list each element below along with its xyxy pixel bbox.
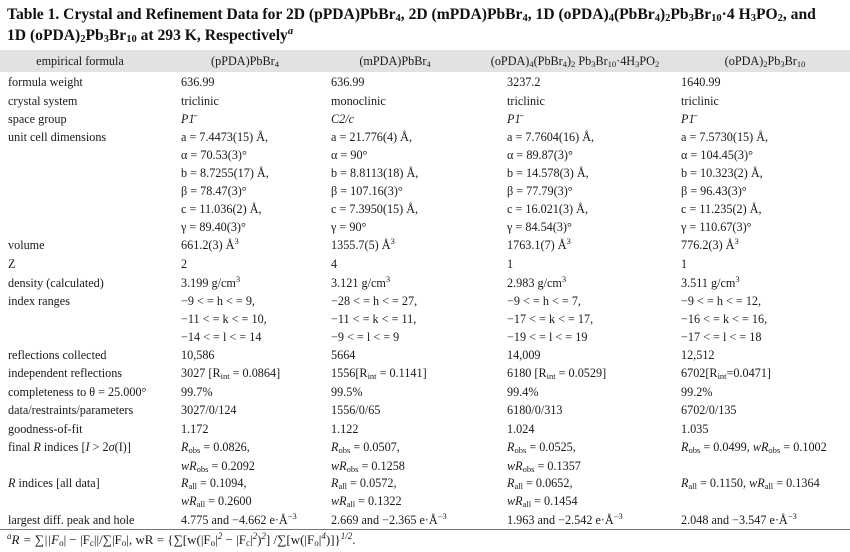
cell: −9 < = h < = 9, — [181, 294, 255, 308]
cell: triclinic — [507, 94, 545, 108]
cell: β = 77.79(3)° — [507, 184, 573, 198]
cell: −9 < = h < = 12, — [681, 294, 762, 308]
header-col-mpda: (mPDA)PbBr$_4$ — [359, 54, 431, 69]
cell: 1.122 — [331, 422, 359, 436]
header-col-opda-1d: $(oPDA)_4(PbBr_4)_2$ $Pb_3Br_{10}\cdot 4H_3PO_2$ — [490, 54, 660, 69]
cell: −9 < = h < = 7, — [507, 294, 581, 308]
row-label-volume: volume — [8, 238, 45, 252]
row-label-unit-cell: unit cell dimensions — [8, 130, 107, 144]
header-col-ppda: (pPDA)PbBr$_4$ — [211, 54, 279, 69]
cell: $R_{obs} = 0.0525$, — [507, 440, 576, 455]
cell: 1.172 — [181, 422, 209, 436]
cell: 14,009 — [507, 348, 541, 362]
cell: 1763.1(7) $Å^3$ — [507, 236, 571, 252]
cell: 2 — [181, 257, 188, 271]
row-label-gof: goodness-of-fit — [8, 422, 83, 436]
cell: c = 7.3950(15) Å, — [331, 202, 419, 216]
cell: $wR_{obs} = 0.2092$ — [181, 459, 255, 474]
cell: 3.511 $g/cm^3$ — [681, 274, 740, 290]
cell: a = 7.7604(16) Å, — [507, 130, 595, 144]
cell: $R_{all} = 0.0572$, — [331, 476, 397, 491]
row-label-r-all: R indices [all data] — [8, 476, 100, 490]
cell: 99.5% — [331, 385, 363, 399]
cell: P1̄ — [507, 112, 521, 126]
cell: c = 11.036(2) Å, — [181, 202, 262, 216]
cell: γ = 84.54(3)° — [507, 220, 572, 234]
cell: 99.4% — [507, 385, 539, 399]
cell: $wR_{all} = 0.1322$ — [331, 494, 402, 509]
cell: 3.199 $g/cm^3$ — [181, 274, 241, 290]
cell: β = 107.16(3)° — [331, 184, 403, 198]
cell: α = 89.87(3)° — [507, 148, 573, 162]
cell: 3.121 $g/cm^3$ — [331, 274, 391, 290]
footnote-marker: a — [287, 26, 294, 37]
cell: α = 104.45(3)° — [681, 148, 753, 162]
cell: 636.99 — [181, 75, 215, 89]
cell: 776.2(3) $Å^3$ — [681, 236, 739, 252]
cell: c = 16.021(3) Å, — [507, 202, 588, 216]
row-label-crystal-system: crystal system — [8, 94, 78, 108]
cell: 4.775 and −4.662 $e\cdot Å^{-3}$ — [181, 511, 297, 527]
cell: $R_{all} = 0.0652$, — [507, 476, 573, 491]
cell: 661.2(3) $Å^3$ — [181, 236, 239, 252]
cell: $wR_{obs} = 0.1357$ — [507, 459, 581, 474]
cell: 1556/0/65 — [331, 403, 381, 417]
cell: $6702[R_{int}=0.0471]$ — [681, 366, 771, 381]
cell: 1640.99 — [681, 75, 721, 89]
cell: 10,586 — [181, 348, 215, 362]
cell: b = 8.8113(18) Å, — [331, 166, 419, 180]
cell: 1.035 — [681, 422, 709, 436]
table-caption: Table 1. Crystal and Refinement Data for 2D (pPDA)PbBr$_4$, 2D (mPDA)PbBr$_4$, 1D $(oPDA)_4(PbBr_4)_2Pb_3Br_{10}\cdot 4$ $H_3PO_2$, and 1D $(oPDA)_2Pb_3Br_{10}$ at 293 K, Respectively$^a$ — [7, 6, 816, 45]
cell: 6702/0/135 — [681, 403, 737, 417]
cell: 6180 $[R_{int} = 0.0529]$ — [507, 366, 607, 381]
cell: a = 7.5730(15) Å, — [681, 130, 769, 144]
cell: 1 — [681, 257, 688, 271]
cell: 3027 $[R_{int} = 0.0864]$ — [181, 366, 281, 381]
cell: $R_{obs} = 0.0499$, $wR_{obs} = 0.1002$ — [681, 440, 827, 455]
row-label-peak: largest diff. peak and hole — [8, 513, 135, 527]
cell: $R_{all} = 0.1094$, — [181, 476, 247, 491]
cell: 3237.2 — [507, 75, 541, 89]
cell: $R_{all} = 0.1150$, $wR_{all} = 0.1364$ — [681, 476, 820, 491]
cell: α = 70.53(3)° — [181, 148, 247, 162]
cell: γ = 110.67(3)° — [681, 220, 752, 234]
cell: 5664 — [331, 348, 356, 362]
row-label-space-group: space group — [8, 112, 67, 126]
cell: 99.7% — [181, 385, 213, 399]
cell: monoclinic — [331, 94, 386, 108]
row-label-density: density (calculated) — [8, 276, 104, 290]
row-label-drp: data/restraints/parameters — [8, 403, 134, 417]
cell: 3027/0/124 — [181, 403, 237, 417]
cell: $wR_{all} = 0.1454$ — [507, 494, 578, 509]
cell: P1̄ — [181, 112, 195, 126]
row-label-final-r: final R indices [I > 2σ(I)] — [8, 440, 131, 454]
cell: −17 < = k < = 17, — [507, 312, 594, 326]
cell: a = 7.4473(15) Å, — [181, 130, 269, 144]
cell: 99.2% — [681, 385, 713, 399]
cell: triclinic — [181, 94, 219, 108]
cell: −16 < = k < = 16, — [681, 312, 768, 326]
cell: $R_{obs} = 0.0507$, — [331, 440, 400, 455]
header-col-opda-2: $(oPDA)_2Pb_3Br_{10}$ — [724, 54, 806, 69]
cell: b = 14.578(3) Å, — [507, 166, 589, 180]
row-label-completeness: completeness to θ = 25.000° — [8, 385, 147, 399]
cell: −9 < = l < = 9 — [331, 330, 400, 344]
cell: 636.99 — [331, 75, 365, 89]
cell: 6180/0/313 — [507, 403, 563, 417]
cell: −19 < = l < = 19 — [507, 330, 588, 344]
cell: 1355.7(5) $Å^3$ — [331, 236, 395, 252]
cell: $wR_{obs} = 0.1258$ — [331, 459, 405, 474]
cell: 1.963 and −2.542 $e\cdot Å^{-3}$ — [507, 511, 623, 527]
table-footnote: $^aR = \sum||F_o| - |F_c||/\sum|F_o|$, wR = {$\sum[w(|F_o|^2 - |F_c|^2)^2]$ $/\sum[w(|F_o|^4)]\}^{1/2}$. — [7, 531, 356, 548]
cell: −11 < = k < = 10, — [181, 312, 267, 326]
cell: −28 < = h < = 27, — [331, 294, 418, 308]
cell: 2.669 and −2.365 $e\cdot Å^{-3}$ — [331, 511, 447, 527]
header-empirical-formula: empirical formula — [36, 54, 124, 68]
cell: $1556[R_{int} = 0.1141]$ — [331, 366, 427, 381]
cell: c = 11.235(2) Å, — [681, 202, 762, 216]
cell: −17 < = l < = 18 — [681, 330, 762, 344]
cell: 2.983 $g/cm^3$ — [507, 274, 567, 290]
cell: 4 — [331, 257, 338, 271]
cell: 12,512 — [681, 348, 715, 362]
cell: β = 96.43(3)° — [681, 184, 747, 198]
cell: 1.024 — [507, 422, 535, 436]
row-label-independent: independent reflections — [8, 366, 123, 380]
row-label-reflections: reflections collected — [8, 348, 107, 362]
cell: C2/c — [331, 112, 355, 126]
cell: P1̄ — [681, 112, 695, 126]
cell: a = 21.776(4) Å, — [331, 130, 412, 144]
cell: γ = 89.40(3)° — [181, 220, 246, 234]
table-bottom-rule — [0, 529, 850, 530]
cell: β = 78.47(3)° — [181, 184, 247, 198]
cell: 1 — [507, 257, 514, 271]
cell: −14 < = l < = 14 — [181, 330, 262, 344]
cell: 2.048 and −3.547 $e\cdot Å^{-3}$ — [681, 511, 797, 527]
cell: γ = 90° — [331, 220, 367, 234]
row-label-z: Z — [8, 257, 16, 271]
cell: b = 10.323(2) Å, — [681, 166, 763, 180]
cell: α = 90° — [331, 148, 368, 162]
cell: triclinic — [681, 94, 719, 108]
cell: b = 8.7255(17) Å, — [181, 166, 269, 180]
cell: $wR_{all} = 0.2600$ — [181, 494, 252, 509]
cell: $R_{obs} = 0.0826$, — [181, 440, 250, 455]
row-label-formula-weight: formula weight — [8, 75, 83, 89]
cell: −11 < = k < = 11, — [331, 312, 417, 326]
row-label-index-ranges: index ranges — [8, 294, 70, 308]
